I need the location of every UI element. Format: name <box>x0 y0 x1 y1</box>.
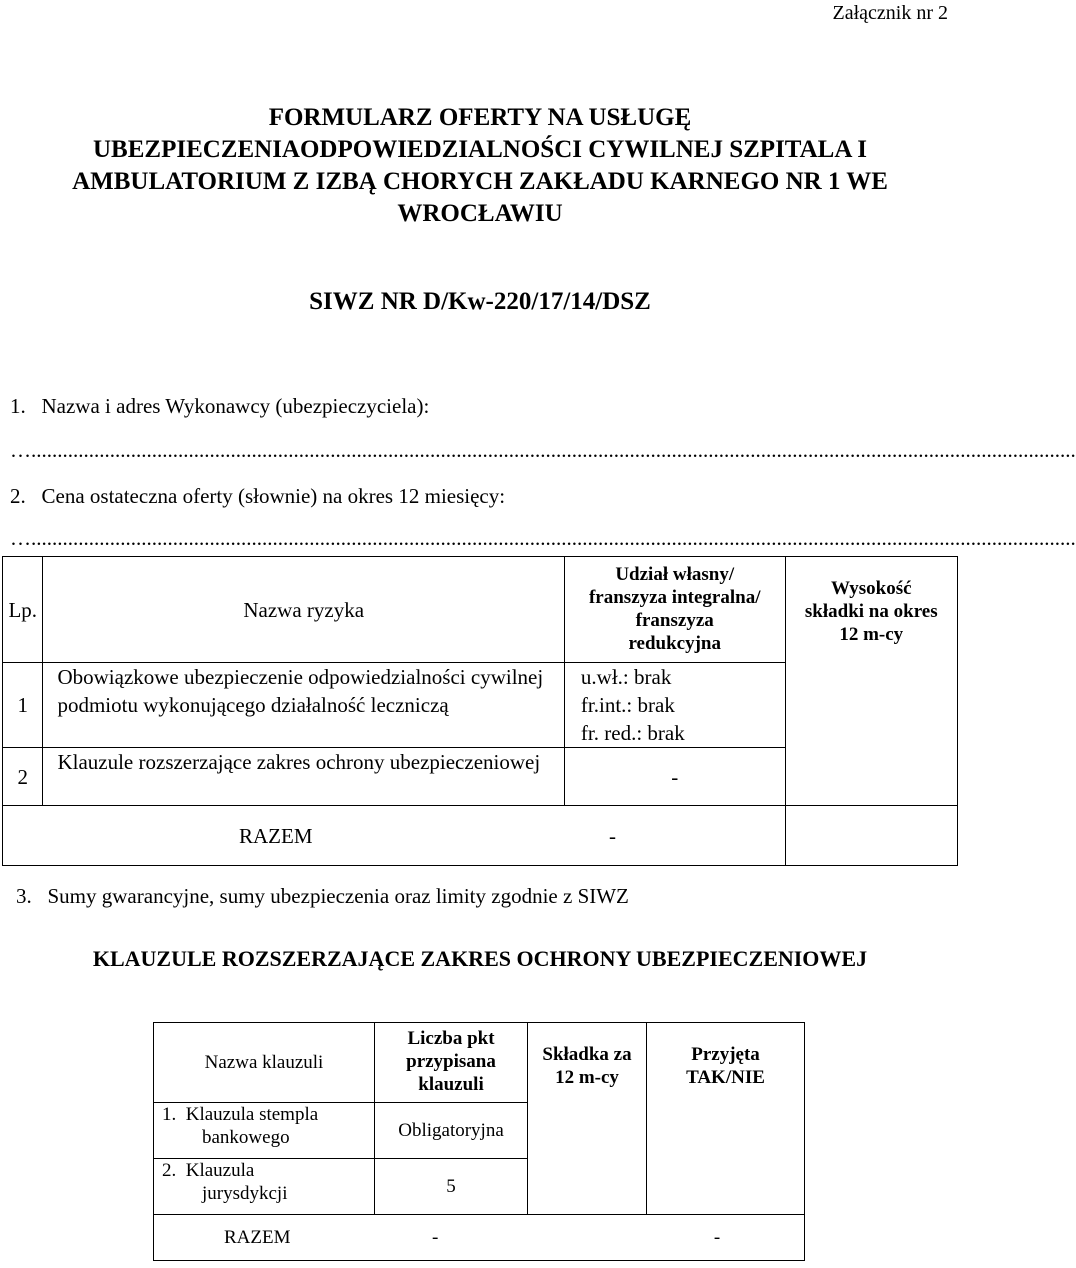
risk-name: Obowiązkowe ubezpieczenie odpowiedzialności cywilnej podmiotu wykonującego działalność leczniczą <box>43 663 564 748</box>
item-label: Cena ostateczna oferty (słownie) na okres 12 miesięcy: <box>41 484 506 508</box>
risk-name: Klauzule rozszerzające zakres ochrony ubezpieczeniowej <box>43 748 564 806</box>
premium-header: Wysokość składki na okres 12 m-cy <box>785 557 957 806</box>
item-number: 2. <box>10 484 26 508</box>
clause-name: 1. Klauzula stempla bankowego <box>154 1103 375 1159</box>
contractor-item <box>10 394 429 418</box>
total-row <box>3 806 958 866</box>
row-number: 1 <box>3 663 43 748</box>
title-line: WROCŁAWIU <box>397 200 563 227</box>
total-value: - <box>609 823 616 848</box>
contractor-dots-field[interactable]: …....................................................................................................................................................................................................... <box>10 438 1076 462</box>
clauses-total-cell <box>154 1215 805 1261</box>
item-number: 3. <box>16 884 32 908</box>
total-cell <box>3 806 786 866</box>
total-label: RAZEM <box>239 823 313 848</box>
clause-name-header: Nazwa klauzuli <box>154 1023 375 1103</box>
title-line: AMBULATORIUM Z IZBĄ CHORYCH ZAKŁADU KARNEGO NR 1 WE <box>72 168 888 195</box>
item-label: Nazwa i adres Wykonawcy (ubezpieczyciela): <box>41 394 430 418</box>
total-label: RAZEM <box>224 1227 291 1248</box>
total-premium-value: - <box>432 1227 439 1248</box>
share-header: Udział własny/ franszyza integralna/ franszyza redukcyjna <box>564 557 785 663</box>
clauses-table-header <box>154 1023 805 1103</box>
accepted-header: Przyjęta TAK/NIE <box>647 1023 805 1215</box>
risk-name-header: Nazwa ryzyka <box>43 557 564 663</box>
points-header: Liczba pkt przypisana klauzuli <box>375 1023 528 1103</box>
clause-points: 5 <box>375 1159 528 1215</box>
clauses-heading: KLAUZULE ROZSZERZAJĄCE ZAKRES OCHRONY UBEZPIECZENIOWEJ <box>92 946 868 971</box>
form-title <box>0 102 960 230</box>
total-premium-field[interactable] <box>785 806 957 866</box>
annex-label: Załącznik nr 2 <box>832 2 948 24</box>
item-number: 1. <box>10 394 26 418</box>
share-values: u.wł.: brak fr.int.: brak fr. red.: brak <box>564 663 785 748</box>
row-number: 2 <box>3 748 43 806</box>
title-line: FORMULARZ OFERTY NA USŁUGĘ <box>268 104 692 131</box>
clause-points: Obligatoryjna <box>375 1103 528 1159</box>
clause-premium-header: Składka za 12 m-cy <box>528 1023 647 1215</box>
title-line: UBEZPIECZENIAODPOWIEDZIALNOŚCI CYWILNEJ SZPITALA I <box>92 136 867 163</box>
limits-item <box>16 884 629 908</box>
item-label: Sumy gwarancyjne, sumy ubezpieczenia oraz limity zgodnie z SIWZ <box>47 884 629 908</box>
price-item <box>10 484 505 508</box>
price-dots-field[interactable]: …....................................................................................................................................................................................................... <box>10 526 1076 550</box>
lp-header: Lp. <box>3 557 43 663</box>
total-row <box>154 1215 805 1261</box>
total-accepted-value: - <box>713 1227 721 1248</box>
clauses-table <box>153 1022 805 1261</box>
risk-table <box>2 556 958 866</box>
siwz-number: SIWZ NR D/Kw-220/17/14/DSZ <box>309 288 651 315</box>
clause-name: 2. Klauzula jurysdykcji <box>154 1159 375 1215</box>
risk-table-header <box>3 557 958 663</box>
share-values: - <box>564 748 785 806</box>
